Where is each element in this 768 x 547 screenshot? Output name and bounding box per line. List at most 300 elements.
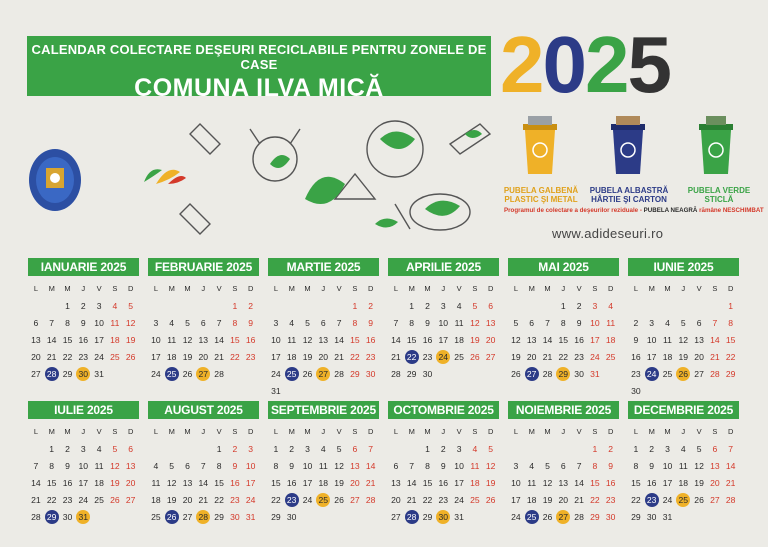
collection-day-blue bbox=[164, 366, 180, 382]
day-number: 25 bbox=[470, 495, 480, 505]
day-number: 31 bbox=[590, 369, 600, 379]
empty-cell bbox=[180, 298, 196, 314]
day-number: 5 bbox=[513, 318, 519, 328]
day-cell bbox=[420, 332, 436, 348]
day-cell bbox=[675, 458, 691, 474]
day-number: 29 bbox=[725, 369, 736, 379]
day-cell bbox=[540, 458, 556, 474]
day-cell bbox=[587, 458, 603, 474]
blue-bin-label-line1: PUBELA ALBASTRĂ bbox=[589, 186, 669, 195]
day-cell bbox=[644, 315, 660, 331]
day-header: L bbox=[633, 427, 638, 436]
day-cell bbox=[707, 349, 723, 365]
day-number: 1 bbox=[232, 301, 238, 311]
empty-cell bbox=[148, 298, 164, 314]
day-number: 25 bbox=[110, 352, 120, 362]
day-number: 5 bbox=[488, 444, 494, 454]
yellow-bin-label bbox=[500, 186, 582, 204]
empty-cell bbox=[268, 298, 284, 314]
day-cell bbox=[467, 298, 483, 314]
program-text2: rămâne NESCHIMBAT bbox=[697, 207, 764, 214]
day-number: 30 bbox=[62, 512, 73, 522]
day-cell bbox=[180, 509, 196, 525]
day-cell bbox=[284, 315, 300, 331]
day-header: M bbox=[664, 427, 671, 436]
day-cell bbox=[331, 492, 347, 508]
day-header: J bbox=[681, 284, 686, 293]
day-number: 1 bbox=[49, 444, 55, 454]
day-number: 20 bbox=[318, 352, 329, 362]
day-number: 8 bbox=[65, 318, 70, 328]
collection-day-blue bbox=[164, 509, 180, 525]
empty-cell bbox=[28, 441, 44, 457]
day-cell bbox=[195, 458, 211, 474]
day-number: 13 bbox=[125, 461, 136, 471]
day-number: 25 bbox=[165, 367, 179, 381]
day-cell bbox=[483, 458, 499, 474]
day-number: 24 bbox=[151, 369, 161, 379]
day-header: D bbox=[367, 284, 374, 293]
day-header: L bbox=[33, 284, 38, 293]
collection-day-blue bbox=[524, 366, 540, 382]
day-number: 7 bbox=[216, 318, 222, 328]
day-cell bbox=[540, 475, 556, 491]
day-number: 19 bbox=[182, 352, 193, 362]
day-cell bbox=[347, 458, 363, 474]
day-number: 14 bbox=[198, 478, 209, 488]
day-number: 17 bbox=[271, 352, 281, 362]
empty-cell bbox=[508, 298, 524, 314]
empty-cell bbox=[540, 298, 556, 314]
day-number: 20 bbox=[350, 478, 360, 488]
day-cell bbox=[107, 475, 123, 491]
empty-cell bbox=[211, 298, 227, 314]
day-cell bbox=[44, 332, 60, 348]
day-number: 24 bbox=[454, 495, 464, 505]
day-number: 31 bbox=[245, 512, 256, 522]
day-number: 24 bbox=[302, 495, 313, 505]
day-number: 14 bbox=[46, 335, 57, 345]
day-number: 24 bbox=[645, 367, 659, 381]
day-number: 8 bbox=[560, 318, 566, 328]
collection-day-blue bbox=[404, 349, 420, 365]
day-cell bbox=[555, 298, 571, 314]
day-cell bbox=[195, 492, 211, 508]
day-cell bbox=[660, 475, 676, 491]
day-number: 1 bbox=[273, 444, 279, 454]
day-number: 10 bbox=[94, 318, 104, 328]
day-number: 28 bbox=[542, 369, 553, 379]
day-number: 30 bbox=[286, 512, 297, 522]
day-number: 31 bbox=[94, 369, 104, 379]
day-number: 6 bbox=[128, 444, 134, 454]
day-header: M bbox=[48, 427, 55, 436]
day-number: 16 bbox=[631, 352, 641, 362]
day-cell bbox=[315, 349, 331, 365]
day-cell bbox=[44, 458, 60, 474]
day-number: 26 bbox=[542, 512, 553, 522]
day-number: 5 bbox=[680, 318, 686, 328]
day-number: 12 bbox=[110, 461, 120, 471]
day-cell bbox=[451, 458, 467, 474]
day-cell bbox=[628, 366, 644, 382]
month-grid bbox=[508, 281, 619, 382]
day-cell bbox=[315, 458, 331, 474]
day-cell bbox=[148, 366, 164, 382]
day-number: 5 bbox=[128, 301, 134, 311]
day-cell bbox=[628, 332, 644, 348]
day-number: 19 bbox=[125, 335, 136, 345]
day-number: 17 bbox=[438, 335, 449, 345]
day-number: 16 bbox=[245, 335, 256, 345]
day-cell bbox=[524, 315, 540, 331]
day-cell bbox=[483, 349, 499, 365]
day-number: 9 bbox=[576, 318, 582, 328]
day-cell bbox=[508, 366, 524, 382]
day-cell bbox=[508, 492, 524, 508]
day-cell bbox=[603, 492, 619, 508]
day-header: S bbox=[232, 284, 238, 293]
day-header: L bbox=[273, 427, 278, 436]
day-cell bbox=[123, 475, 139, 491]
day-number: 15 bbox=[230, 335, 240, 345]
day-number: 4 bbox=[96, 444, 102, 454]
day-number: 18 bbox=[454, 335, 464, 345]
day-cell bbox=[123, 298, 139, 314]
day-header: V bbox=[696, 427, 702, 436]
day-number: 21 bbox=[334, 352, 344, 362]
day-cell bbox=[483, 492, 499, 508]
month-title: IULIE 2025 bbox=[28, 401, 139, 419]
collection-day-blue bbox=[284, 492, 300, 508]
day-number: 2 bbox=[65, 444, 70, 454]
day-number: 1 bbox=[592, 444, 598, 454]
day-header: L bbox=[393, 427, 398, 436]
collection-day-yellow bbox=[555, 366, 571, 382]
day-cell bbox=[268, 383, 284, 399]
day-cell bbox=[28, 458, 44, 474]
blue-bin-label bbox=[586, 186, 672, 204]
day-number: 10 bbox=[245, 461, 256, 471]
day-cell bbox=[587, 475, 603, 491]
day-number: 25 bbox=[676, 493, 690, 507]
day-header: J bbox=[681, 427, 686, 436]
day-cell bbox=[75, 475, 91, 491]
day-number: 25 bbox=[285, 367, 299, 381]
day-number: 4 bbox=[665, 318, 670, 328]
day-cell bbox=[211, 332, 227, 348]
yellow-bin-icon bbox=[520, 116, 560, 178]
day-cell bbox=[587, 315, 603, 331]
month-calendar bbox=[268, 258, 379, 399]
calendar-title: CALENDAR COLECTARE DEŞEURI RECICLABILE PENTRU ZONELE DE CASE bbox=[31, 42, 487, 72]
day-cell bbox=[644, 509, 660, 525]
day-header: S bbox=[712, 284, 718, 293]
collection-day-yellow bbox=[75, 366, 91, 382]
day-header: V bbox=[336, 284, 342, 293]
day-cell bbox=[723, 458, 739, 474]
month-calendar bbox=[268, 401, 379, 525]
day-cell bbox=[435, 475, 451, 491]
day-header: V bbox=[576, 427, 582, 436]
day-cell bbox=[467, 315, 483, 331]
day-cell bbox=[587, 509, 603, 525]
month-title: AUGUST 2025 bbox=[148, 401, 259, 419]
day-header: M bbox=[544, 284, 551, 293]
day-cell bbox=[347, 349, 363, 365]
day-cell bbox=[347, 475, 363, 491]
collection-day-yellow bbox=[195, 509, 211, 525]
month-grid bbox=[28, 281, 139, 382]
empty-cell bbox=[404, 441, 420, 457]
month-calendar bbox=[628, 401, 739, 525]
day-cell bbox=[483, 475, 499, 491]
day-cell bbox=[420, 458, 436, 474]
day-number: 7 bbox=[336, 318, 342, 328]
day-cell bbox=[524, 349, 540, 365]
day-header: M bbox=[648, 427, 655, 436]
day-cell bbox=[723, 332, 739, 348]
empty-cell bbox=[508, 441, 524, 457]
yellow-bin-label-line2: PLASTIC ŞI METAL bbox=[504, 195, 578, 204]
day-number: 17 bbox=[94, 335, 104, 345]
day-cell bbox=[723, 492, 739, 508]
day-cell bbox=[644, 441, 660, 457]
day-number: 1 bbox=[560, 301, 566, 311]
day-cell bbox=[644, 475, 660, 491]
day-cell bbox=[420, 349, 436, 365]
month-grid bbox=[268, 424, 379, 525]
day-header: J bbox=[561, 284, 566, 293]
day-cell bbox=[180, 315, 196, 331]
day-number: 27 bbox=[525, 367, 539, 381]
day-cell bbox=[467, 458, 483, 474]
day-cell bbox=[628, 458, 644, 474]
day-header: M bbox=[408, 427, 415, 436]
day-cell bbox=[451, 441, 467, 457]
day-cell bbox=[60, 458, 76, 474]
day-header: M bbox=[648, 284, 655, 293]
day-number: 10 bbox=[511, 478, 521, 488]
collection-day-yellow bbox=[555, 509, 571, 525]
day-number: 18 bbox=[470, 478, 480, 488]
day-cell bbox=[723, 441, 739, 457]
month-title: FEBRUARIE 2025 bbox=[148, 258, 259, 276]
day-header: M bbox=[664, 284, 671, 293]
day-cell bbox=[268, 332, 284, 348]
day-number: 2 bbox=[248, 301, 254, 311]
day-cell bbox=[524, 332, 540, 348]
day-cell bbox=[628, 441, 644, 457]
month-title: APRILIE 2025 bbox=[388, 258, 499, 276]
day-cell bbox=[91, 298, 107, 314]
day-cell bbox=[723, 298, 739, 314]
day-number: 19 bbox=[110, 478, 120, 488]
day-cell bbox=[107, 332, 123, 348]
day-cell bbox=[227, 475, 243, 491]
month-grid bbox=[388, 281, 499, 382]
day-number: 12 bbox=[166, 478, 177, 488]
day-number: 17 bbox=[302, 478, 313, 488]
day-number: 6 bbox=[185, 461, 190, 471]
month-calendar bbox=[28, 401, 139, 525]
day-cell bbox=[707, 332, 723, 348]
day-number: 30 bbox=[631, 386, 641, 396]
day-number: 1 bbox=[216, 444, 222, 454]
day-cell bbox=[164, 332, 180, 348]
day-cell bbox=[331, 332, 347, 348]
day-number: 18 bbox=[151, 495, 161, 505]
day-number: 24 bbox=[436, 350, 450, 364]
day-number: 16 bbox=[422, 335, 433, 345]
month-grid bbox=[28, 424, 139, 525]
day-cell bbox=[660, 332, 676, 348]
day-cell bbox=[347, 492, 363, 508]
day-cell bbox=[420, 441, 436, 457]
day-cell bbox=[300, 458, 316, 474]
program-text1: Programul de colectare a deşeurilor reziduale - bbox=[504, 207, 644, 214]
day-cell bbox=[180, 492, 196, 508]
day-number: 7 bbox=[368, 444, 374, 454]
day-cell bbox=[75, 332, 91, 348]
collection-day-blue bbox=[44, 509, 60, 525]
day-cell bbox=[331, 458, 347, 474]
day-cell bbox=[435, 332, 451, 348]
day-header: M bbox=[528, 427, 535, 436]
day-cell bbox=[28, 315, 44, 331]
day-header: D bbox=[127, 284, 134, 293]
day-cell bbox=[587, 349, 603, 365]
day-cell bbox=[331, 366, 347, 382]
day-cell bbox=[91, 492, 107, 508]
day-number: 11 bbox=[287, 335, 297, 345]
day-number: 27 bbox=[694, 369, 704, 379]
empty-cell bbox=[284, 298, 300, 314]
day-cell bbox=[660, 349, 676, 365]
day-number: 12 bbox=[182, 335, 193, 345]
day-cell bbox=[420, 475, 436, 491]
day-header: V bbox=[96, 427, 102, 436]
green-bin-label-line2: STICLĂ bbox=[704, 195, 734, 204]
day-number: 25 bbox=[316, 493, 330, 507]
day-cell bbox=[363, 475, 379, 491]
day-header: M bbox=[304, 284, 311, 293]
day-number: 3 bbox=[96, 301, 102, 311]
day-cell bbox=[555, 475, 571, 491]
day-cell bbox=[363, 441, 379, 457]
month-grid bbox=[388, 424, 499, 525]
day-cell bbox=[243, 475, 259, 491]
day-cell bbox=[675, 475, 691, 491]
day-number: 24 bbox=[78, 495, 89, 505]
day-number: 6 bbox=[320, 318, 326, 328]
day-number: 13 bbox=[182, 478, 193, 488]
month-title: NOIEMBRIE 2025 bbox=[508, 401, 619, 419]
day-header: J bbox=[441, 284, 446, 293]
day-cell bbox=[555, 315, 571, 331]
day-cell bbox=[315, 475, 331, 491]
day-number: 8 bbox=[216, 461, 222, 471]
day-number: 15 bbox=[350, 335, 360, 345]
day-cell bbox=[164, 492, 180, 508]
day-number: 7 bbox=[393, 318, 399, 328]
day-cell bbox=[148, 349, 164, 365]
day-header: V bbox=[216, 284, 222, 293]
day-cell bbox=[603, 475, 619, 491]
day-number: 17 bbox=[646, 352, 657, 362]
collection-day-yellow bbox=[435, 509, 451, 525]
empty-cell bbox=[628, 298, 644, 314]
day-cell bbox=[315, 332, 331, 348]
day-number: 13 bbox=[694, 335, 704, 345]
empty-cell bbox=[524, 298, 540, 314]
day-cell bbox=[644, 332, 660, 348]
day-header: V bbox=[576, 284, 582, 293]
day-cell bbox=[243, 441, 259, 457]
day-number: 5 bbox=[336, 444, 342, 454]
day-number: 21 bbox=[710, 352, 720, 362]
day-cell bbox=[44, 349, 60, 365]
day-number: 27 bbox=[125, 495, 136, 505]
day-number: 5 bbox=[472, 301, 478, 311]
day-cell bbox=[420, 492, 436, 508]
day-header: D bbox=[727, 284, 734, 293]
day-number: 27 bbox=[710, 495, 720, 505]
day-cell bbox=[603, 441, 619, 457]
day-cell bbox=[603, 509, 619, 525]
day-cell bbox=[628, 349, 644, 365]
day-cell bbox=[195, 332, 211, 348]
empty-cell bbox=[644, 298, 660, 314]
day-cell bbox=[211, 349, 227, 365]
day-number: 21 bbox=[31, 495, 41, 505]
day-cell bbox=[91, 332, 107, 348]
day-number: 12 bbox=[470, 318, 480, 328]
day-cell bbox=[420, 298, 436, 314]
empty-cell bbox=[44, 298, 60, 314]
day-number: 13 bbox=[198, 335, 209, 345]
collection-day-yellow bbox=[75, 509, 91, 525]
day-cell bbox=[603, 458, 619, 474]
day-number: 4 bbox=[608, 301, 614, 311]
day-header: M bbox=[184, 284, 191, 293]
day-number: 15 bbox=[590, 478, 600, 488]
day-cell bbox=[268, 509, 284, 525]
day-header: L bbox=[393, 284, 398, 293]
day-number: 14 bbox=[365, 461, 376, 471]
empty-cell bbox=[300, 298, 316, 314]
day-number: 2 bbox=[576, 301, 582, 311]
day-number: 17 bbox=[590, 335, 600, 345]
day-header: M bbox=[48, 284, 55, 293]
day-number: 12 bbox=[678, 335, 689, 345]
day-number: 21 bbox=[365, 478, 376, 488]
day-number: 1 bbox=[633, 444, 639, 454]
day-number: 10 bbox=[646, 335, 657, 345]
day-number: 21 bbox=[391, 352, 401, 362]
day-number: 17 bbox=[511, 495, 521, 505]
day-number: 26 bbox=[110, 495, 120, 505]
day-header: S bbox=[472, 427, 478, 436]
day-number: 3 bbox=[248, 444, 254, 454]
day-cell bbox=[363, 492, 379, 508]
day-number: 6 bbox=[200, 318, 206, 328]
day-number: 4 bbox=[169, 318, 175, 328]
day-number: 11 bbox=[167, 335, 177, 345]
day-cell bbox=[435, 458, 451, 474]
month-calendar bbox=[628, 258, 739, 399]
day-cell bbox=[75, 492, 91, 508]
